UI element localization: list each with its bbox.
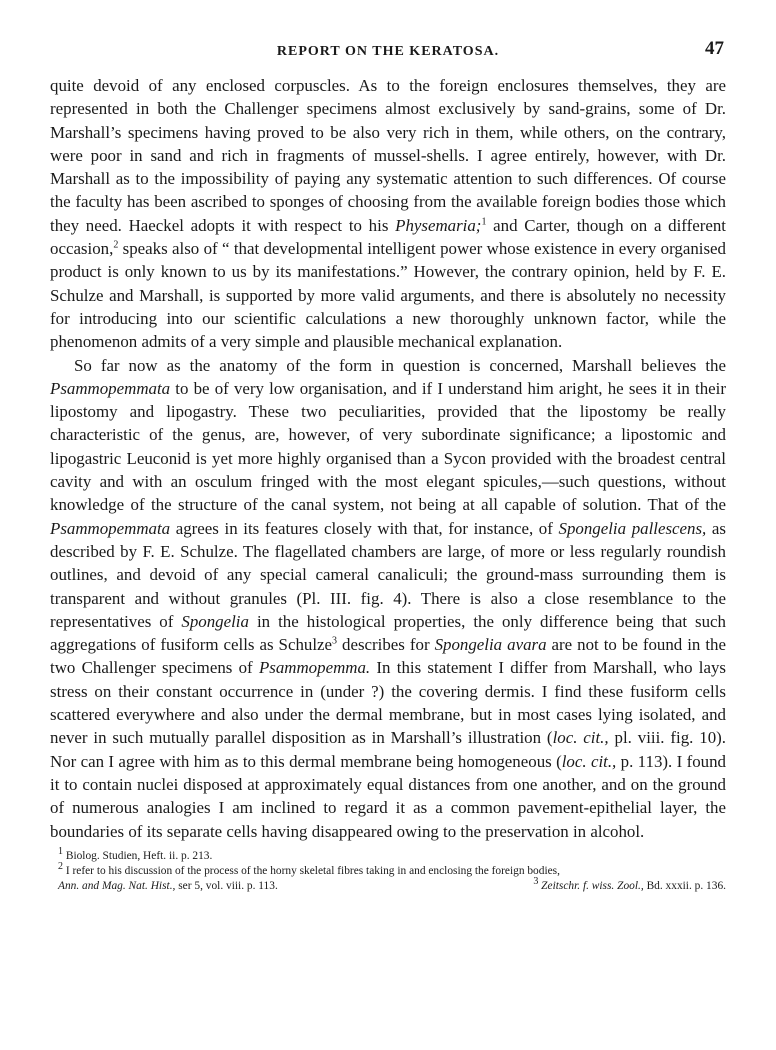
page-number: 47 — [705, 38, 724, 59]
italic-text: loc. cit., — [552, 728, 609, 748]
footnote-marker: 1 — [481, 216, 487, 228]
text-run: and Carter, though on a different occasion, — [50, 215, 726, 259]
text-run: quite devoid of any enclosed corpuscles. As to the foreign enclosures themselves, they are represented in both the Challenger specimens almost exclusively by sand-grains, some of Dr. Marshall’s specimens having proved to be also very rich in them, while others, on the contrary, were poor in sand and rich in fragments of mussel-shells. I agree entirely, however, with Dr. Marshall as to the impossibility of paying any systematic attention to such differences. Of course the faculty has been ascribed to sponges of choosing from the available foreign bodies those which they need. Haeckel adopts it with respect to his — [50, 76, 726, 235]
text-run: agrees in its features closely with that, for instance, of — [170, 518, 559, 538]
footnote-marker: 2 — [113, 239, 119, 251]
footnote-marker: 1 — [58, 846, 63, 857]
footnote-1 — [50, 846, 726, 864]
italic-text: Psammopemmata — [50, 378, 171, 398]
italic-text: Spongelia pallescens, — [558, 518, 707, 538]
text-run: Bd. xxxii. p. 136. — [643, 879, 726, 892]
footnote-marker: 3 — [332, 635, 338, 647]
footnote-2 — [50, 861, 726, 879]
italic-text: Spongelia — [181, 611, 249, 631]
text-run: In this statement I differ from Marshall, who lays stress on their constant occurrence in (under ?) the covering dermis. I find these fusiform cells scattered everywhere and also under the dermal membrane, but in most cases lying isolated, and never in such mutually parallel disposition as in Marshall’s illustration ( — [50, 658, 726, 748]
text-run: describes for — [337, 635, 435, 655]
italic-text: Zeitschr. f. wiss. Zool., — [541, 879, 644, 892]
text-run: are not to be found in the two Challenger specimens of — [50, 635, 726, 678]
footnote-row — [50, 876, 726, 894]
text-run: as described by F. E. Schulze. The flagellated chambers are large, of more or less regularly roundish outlines, and devoid of any special cameral canaliculi; the ground-mass surrounding them is transparent and without granules (Pl. III. fig. 4). There is also a close resemblance to the representatives of — [50, 518, 727, 631]
italic-text: Spongelia avara — [434, 635, 547, 655]
text-run: Biolog. Studien, Heft. ii. p. 213. — [63, 849, 213, 862]
body-text — [50, 74, 726, 843]
italic-text: Physemaria; — [395, 215, 482, 235]
footnote-3 — [533, 876, 726, 894]
paragraph-2 — [50, 354, 726, 843]
text-run: speaks also of “ that developmental intelligent power whose existence in every organised product is only known to us by its manifestations.” However, the contrary opinion, held by F. E. Schulze and Marshall, is supported by more valid arguments, and there is absolutely no necessity for introducing into our scientific calculations a new thoroughly unknown factor, while the phenomenon admits of a very simple and plausible mechanical explanation. — [50, 239, 726, 352]
italic-text: loc. cit., — [561, 751, 617, 771]
text-run: ser 5, vol. viii. p. 113. — [175, 879, 278, 892]
footnote-marker: 3 — [533, 876, 539, 887]
running-head — [50, 38, 726, 74]
page — [50, 38, 726, 894]
italic-text: Psammopemma. — [258, 658, 371, 678]
running-title: REPORT ON THE KERATOSA. — [276, 44, 500, 59]
footnote-2-continuation — [58, 879, 278, 894]
italic-text: Ann. and Mag. Nat. Hist., — [58, 879, 176, 892]
italic-text: Psammopemmata — [50, 518, 171, 538]
text-run: p. 113). I found it to contain nuclei disposed at approximately equal distances from one another, and on the ground of numerous analogies I am inclined to regard it as a common pavement-epithelial layer, the boundaries of its separate cells having disappeared owing to the preservation in alcohol. — [50, 751, 726, 841]
footnote-marker: 2 — [58, 861, 63, 872]
text-run: to be of very low organisation, and if I understand him aright, he sees it in their lipostomy and lipogastry. These two peculiarities, provided that the lipostomy be really characteristic of the genus, are, however, of very subordinate significance; a lipostomic and lipogastric Leuconid is yet more highly organised than a Sycon provided with the broadest central cavity and with an osculum fringed with the most elegant spicules,—such questions, without knowledge of the structure of the canal system, not being at all capable of solution. That of the — [50, 378, 726, 515]
text-run: pl. viii. fig. 10). Nor can I agree with him as to this dermal membrane being homogeneous ( — [50, 728, 726, 771]
paragraph-1 — [50, 74, 726, 354]
text-run: in the histological properties, the only difference being that such aggregations of fusiform cells as Schulze — [50, 611, 726, 655]
text-run: I refer to his discussion of the process of the horny skeletal fibres taking in and enclosing the foreign bodies, — [63, 864, 560, 877]
text-run: So far now as the anatomy of the form in question is concerned, Marshall believes the — [74, 355, 726, 375]
footnotes — [50, 846, 726, 894]
